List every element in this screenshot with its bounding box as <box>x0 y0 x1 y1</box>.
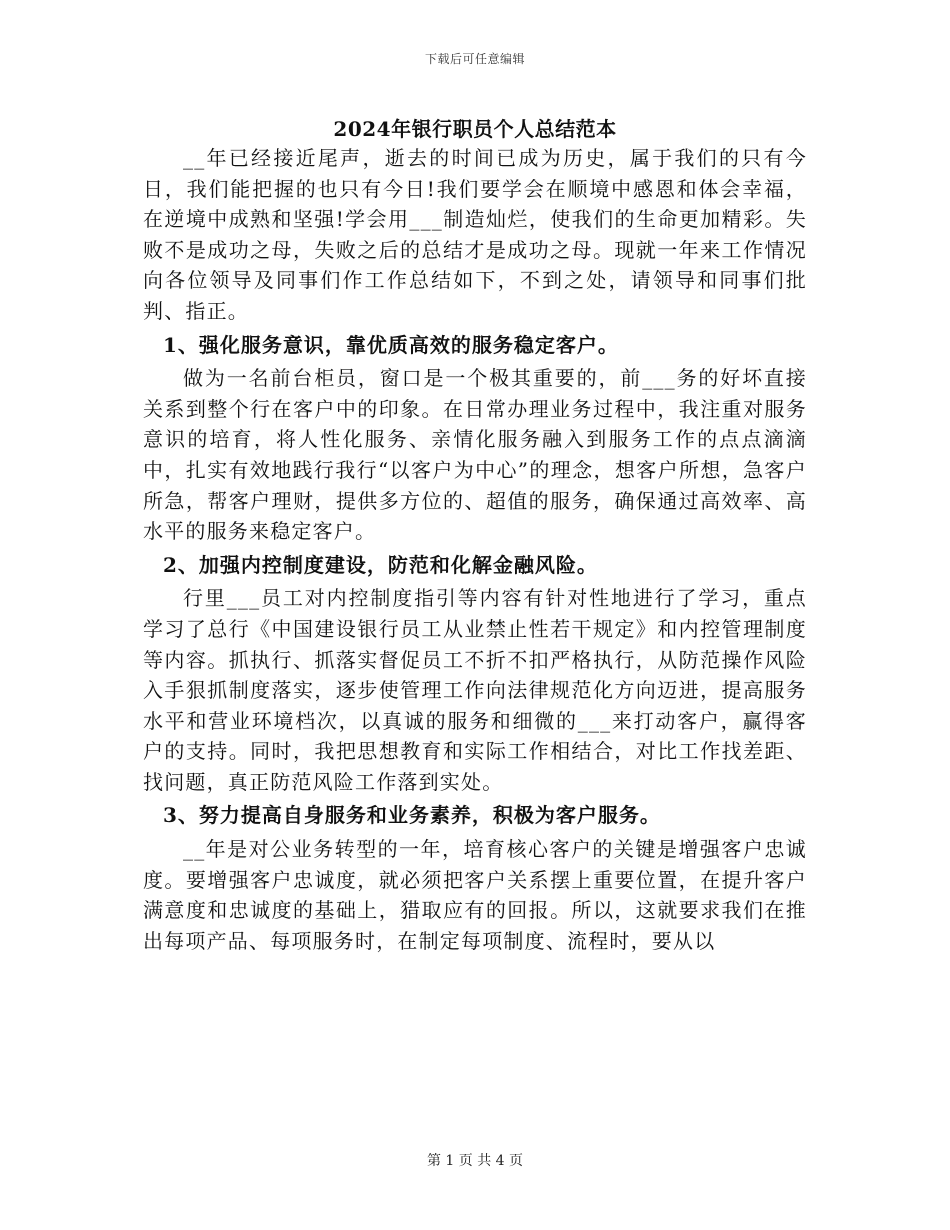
section-heading: 2、加强内控制度建设，防范和化解金融风险。 <box>163 552 598 577</box>
section-paragraph: 做为一名前台柜员，窗口是一个极其重要的，前___务的好坏直接关系到整个行在客户中的印象。在日常办理业务过程中，我注重对服务意识的培育，将人性化服务、亲情化服务融入到服务工作的点点滴滴中，扎实有效地践行我行“以客户为中心”的理念，想客户所想，急客户所急，帮客户理财，提供多方位的、超值的服务，确保通过高效率、高水平的服务来稳定客户。 <box>143 366 807 544</box>
section-heading: 3、努力提高自身服务和业务素养，积极为客户服务。 <box>163 803 661 828</box>
section-2 <box>143 550 807 798</box>
document-body <box>143 115 807 956</box>
intro-paragraph: __年已经接近尾声，逝去的时间已成为历史，属于我们的只有今日，我们能把握的也只有今日!我们要学会在顺境中感恩和体会幸福，在逆境中成熟和坚强!学会用___制造灿烂，使我们的生命更加精彩。失败不是成功之母，失败之后的总结才是成功之母。现就一年来工作情况向各位领导及同事们作工作总结如下，不到之处，请领导和同事们批判、指正。 <box>143 146 807 323</box>
section-paragraph: __年是对公业务转型的一年，培育核心客户的关键是增强客户忠诚度。要增强客户忠诚度，就必须把客户关系摆上重要位置，在提升客户满意度和忠诚度的基础上，猎取应有的回报。所以，这就要求我们在推出每项产品、每项服务时，在制定每项制度、流程时，要从以 <box>143 837 807 953</box>
section-3 <box>143 800 807 956</box>
section-paragraph: 行里___员工对内控制度指引等内容有针对性地进行了学习，重点学习了总行《中国建设银行员工从业禁止性若干规定》和内控管理制度等内容。抓执行、抓落实督促员工不折不扣严格执行，从防范操作风险入手狠抓制度落实，逐步使管理工作向法律规范化方向迈进，提高服务水平和营业环境档次，以真诚的服务和细微的___来打动客户，赢得客户的支持。同时，我把思想教育和实际工作相结合，对比工作找差距、找问题，真正防范风险工作落到实处。 <box>143 586 807 794</box>
document-title: 2024年银行职员个人总结范本 <box>333 117 617 141</box>
section-heading: 1、强化服务意识，靠优质高效的服务稳定客户。 <box>163 332 619 357</box>
page-number: 第 1 页 共 4 页 <box>426 1153 524 1169</box>
section-1 <box>143 330 807 547</box>
page-header: 下载后可任意编辑 <box>424 52 525 66</box>
